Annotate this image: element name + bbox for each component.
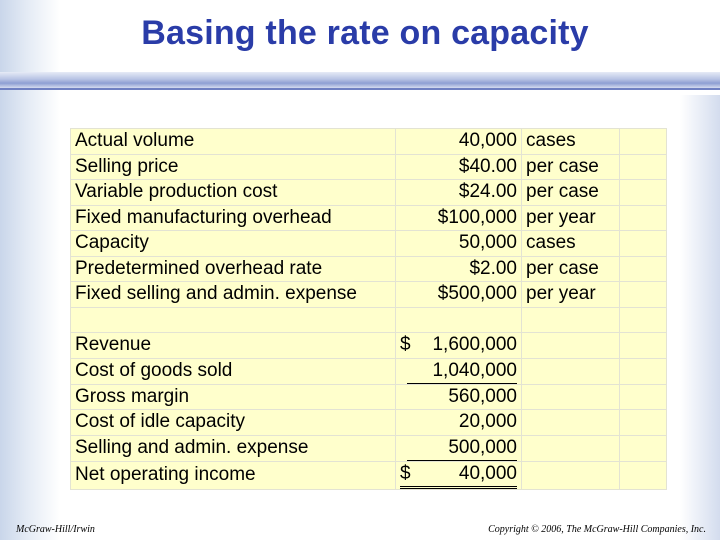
empty-cell (620, 333, 667, 359)
table-row (71, 180, 667, 206)
input-value: $40.00 (396, 154, 522, 180)
input-value: 40,000 (396, 129, 522, 155)
empty-cell (620, 410, 667, 436)
input-value: $500,000 (396, 282, 522, 308)
empty-cell (522, 435, 620, 461)
input-unit: cases (522, 129, 620, 155)
input-unit: cases (522, 231, 620, 257)
amount-value: 1,600,000 (432, 334, 517, 356)
footer-publisher: McGraw-Hill/Irwin (16, 524, 95, 535)
amount-value: 40,000 (458, 462, 517, 484)
currency-symbol: $ (400, 462, 411, 484)
empty-cell (522, 333, 620, 359)
input-value: $2.00 (396, 256, 522, 282)
empty-cell (620, 461, 667, 489)
revenue-amount (396, 333, 522, 359)
empty-cell (522, 307, 620, 333)
revenue-label: Revenue (71, 333, 396, 359)
table-row (71, 282, 667, 308)
table-row (71, 384, 667, 410)
slide-title: Basing the rate on capacity (141, 14, 589, 52)
input-label: Fixed manufacturing overhead (71, 205, 396, 231)
table-row (71, 129, 667, 155)
input-value: 50,000 (396, 231, 522, 257)
input-value: $100,000 (396, 205, 522, 231)
currency-symbol: $ (400, 334, 411, 356)
selling-admin-amount (396, 435, 522, 461)
empty-cell (620, 180, 667, 206)
amount-value: 500,000 (407, 436, 517, 461)
empty-cell (620, 256, 667, 282)
right-gradient-decoration (680, 95, 720, 540)
table-row (71, 333, 667, 359)
empty-cell (522, 384, 620, 410)
table-row (71, 231, 667, 257)
empty-cell (620, 307, 667, 333)
cogs-label: Cost of goods sold (71, 358, 396, 384)
title-divider-bar (0, 72, 720, 88)
input-unit: per case (522, 180, 620, 206)
table-row (71, 435, 667, 461)
amount-value: 1,040,000 (407, 359, 517, 384)
selling-admin-label: Selling and admin. expense (71, 435, 396, 461)
table-row (71, 410, 667, 436)
spreadsheet-table (70, 128, 667, 490)
net-income-amount (396, 461, 522, 489)
empty-cell (71, 307, 396, 333)
table-row (71, 358, 667, 384)
idle-capacity-amount: 20,000 (396, 410, 522, 436)
empty-cell (620, 384, 667, 410)
empty-cell (620, 358, 667, 384)
title-divider-line (0, 88, 720, 90)
empty-cell (620, 231, 667, 257)
empty-cell (522, 358, 620, 384)
input-label: Selling price (71, 154, 396, 180)
gross-margin-amount: 560,000 (396, 384, 522, 410)
empty-cell (522, 461, 620, 489)
empty-cell (396, 307, 522, 333)
net-income-label: Net operating income (71, 461, 396, 489)
input-unit: per case (522, 154, 620, 180)
cogs-amount (396, 358, 522, 384)
table-row-blank (71, 307, 667, 333)
empty-cell (620, 282, 667, 308)
input-unit: per year (522, 205, 620, 231)
footer-copyright: Copyright © 2006, The McGraw-Hill Companies, Inc. (488, 524, 706, 535)
empty-cell (620, 129, 667, 155)
input-label: Predetermined overhead rate (71, 256, 396, 282)
empty-cell (620, 205, 667, 231)
input-label: Fixed selling and admin. expense (71, 282, 396, 308)
table-row (71, 461, 667, 489)
input-unit: per year (522, 282, 620, 308)
empty-cell (620, 154, 667, 180)
table-row (71, 256, 667, 282)
idle-capacity-label: Cost of idle capacity (71, 410, 396, 436)
empty-cell (522, 410, 620, 436)
input-unit: per case (522, 256, 620, 282)
empty-cell (620, 435, 667, 461)
input-label: Capacity (71, 231, 396, 257)
input-label: Variable production cost (71, 180, 396, 206)
gross-margin-label: Gross margin (71, 384, 396, 410)
table-row (71, 154, 667, 180)
table-row (71, 205, 667, 231)
input-label: Actual volume (71, 129, 396, 155)
input-value: $24.00 (396, 180, 522, 206)
